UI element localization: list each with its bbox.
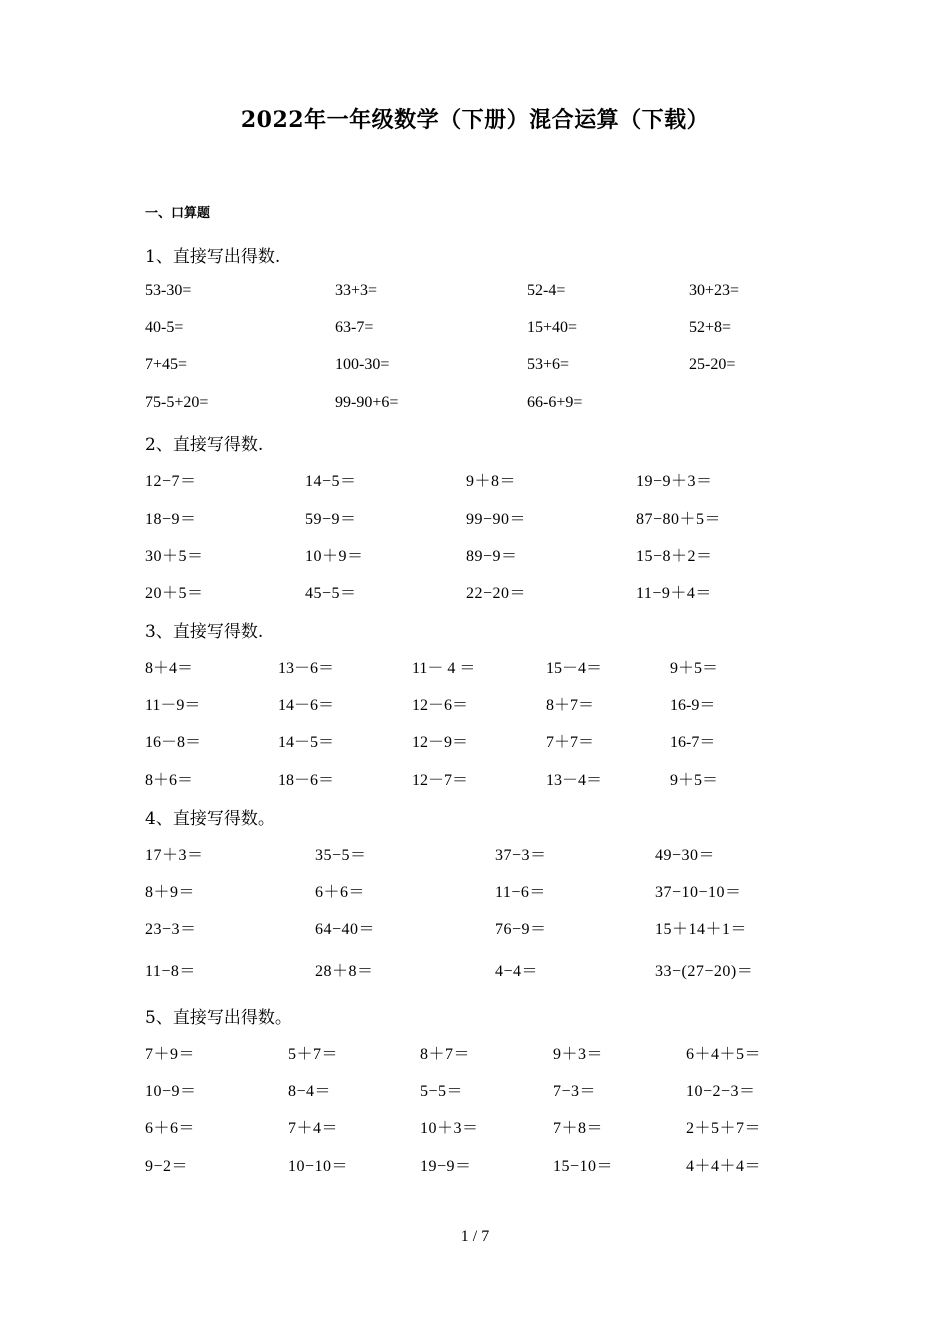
math-problem: 22−20＝ [466, 585, 527, 602]
math-problem: 30＋5＝ [145, 548, 204, 565]
math-problem: 20＋5＝ [145, 585, 204, 602]
math-problem: 12－9＝ [412, 734, 469, 751]
math-problem: 8＋7＝ [420, 1046, 471, 1063]
math-problem: 15−8＋2＝ [636, 548, 713, 565]
math-problem: 25-20= [689, 356, 736, 373]
math-problem: 15＋14＋1＝ [655, 921, 748, 938]
math-problem: 11−8＝ [145, 963, 196, 980]
math-problem: 7＋9＝ [145, 1046, 196, 1063]
math-problem: 6＋4＋5＝ [686, 1046, 762, 1063]
math-problem: 33−(27−20)＝ [655, 963, 754, 980]
math-problem: 53-30= [145, 282, 192, 299]
math-problem: 33+3= [335, 282, 378, 299]
math-problem: 15+40= [527, 319, 578, 336]
math-problem: 5−5＝ [420, 1083, 464, 1100]
page-title: 2022年一年级数学（下册）混合运算（下载） [240, 107, 710, 133]
math-problem: 10−10＝ [288, 1158, 349, 1175]
math-problem: 18−9＝ [145, 511, 197, 528]
math-problem: 16-9＝ [670, 697, 716, 714]
math-problem: 9＋8＝ [466, 473, 517, 490]
math-problem: 16-7＝ [670, 734, 716, 751]
math-problem: 28＋8＝ [315, 963, 374, 980]
math-problem: 9＋5＝ [670, 660, 719, 677]
math-problem: 8＋4＝ [145, 660, 194, 677]
math-problem: 9＋5＝ [670, 772, 719, 789]
section-heading: 一、口算题 [145, 206, 211, 221]
math-problem: 8＋9＝ [145, 884, 196, 901]
math-problem: 40-5= [145, 319, 184, 336]
math-problem: 75-5+20= [145, 394, 209, 411]
math-problem: 10＋9＝ [305, 548, 364, 565]
math-problem: 15－4＝ [546, 660, 603, 677]
math-problem: 76−9＝ [495, 921, 547, 938]
math-problem: 7−3＝ [553, 1083, 597, 1100]
math-problem: 11−6＝ [495, 884, 546, 901]
math-problem: 13－4＝ [546, 772, 603, 789]
math-problem: 11－ 4 ＝ [412, 660, 476, 677]
math-problem: 12－6＝ [412, 697, 469, 714]
math-problem: 99−90＝ [466, 511, 527, 528]
math-problem: 64−40＝ [315, 921, 376, 938]
exercise-heading: 1、直接写出得数. [145, 247, 281, 267]
math-problem: 11−9＋4＝ [636, 585, 712, 602]
math-problem: 89−9＝ [466, 548, 518, 565]
math-problem: 14－6＝ [278, 697, 335, 714]
math-problem: 14−5＝ [305, 473, 357, 490]
math-problem: 13－6＝ [278, 660, 335, 677]
math-problem: 99-90+6= [335, 394, 399, 411]
math-problem: 7+45= [145, 356, 188, 373]
math-problem: 45−5＝ [305, 585, 357, 602]
math-problem: 6＋6＝ [145, 1120, 196, 1137]
math-problem: 7＋7＝ [546, 734, 595, 751]
math-problem: 16－8＝ [145, 734, 202, 751]
math-problem: 37−3＝ [495, 847, 547, 864]
math-problem: 2＋5＋7＝ [686, 1120, 762, 1137]
exercise-heading: 4、直接写得数。 [145, 809, 275, 829]
math-problem: 4−4＝ [495, 963, 539, 980]
math-problem: 30+23= [689, 282, 740, 299]
math-problem: 17＋3＝ [145, 847, 204, 864]
math-problem: 53+6= [527, 356, 570, 373]
math-problem: 23−3＝ [145, 921, 197, 938]
math-problem: 12－7＝ [412, 772, 469, 789]
math-problem: 8＋6＝ [145, 772, 194, 789]
math-problem: 59−9＝ [305, 511, 357, 528]
math-problem: 8＋7＝ [546, 697, 595, 714]
math-problem: 66-6+9= [527, 394, 583, 411]
exercise-heading: 3、直接写得数. [145, 622, 264, 642]
math-problem: 10−2−3＝ [686, 1083, 756, 1100]
math-problem: 14－5＝ [278, 734, 335, 751]
math-problem: 12−7＝ [145, 473, 197, 490]
math-problem: 63-7= [335, 319, 374, 336]
math-problem: 52+8= [689, 319, 732, 336]
math-problem: 52-4= [527, 282, 566, 299]
math-problem: 10−9＝ [145, 1083, 197, 1100]
math-problem: 7＋4＝ [288, 1120, 339, 1137]
math-problem: 7＋8＝ [553, 1120, 604, 1137]
math-problem: 37−10−10＝ [655, 884, 742, 901]
math-problem: 19−9＝ [420, 1158, 472, 1175]
math-problem: 49−30＝ [655, 847, 716, 864]
math-problem: 5＋7＝ [288, 1046, 339, 1063]
math-problem: 87−80＋5＝ [636, 511, 722, 528]
math-problem: 11－9＝ [145, 697, 201, 714]
page-number: 1 / 7 [460, 1228, 490, 1245]
math-problem: 9−2＝ [145, 1158, 189, 1175]
exercise-heading: 5、直接写出得数。 [145, 1008, 292, 1028]
math-problem: 8−4＝ [288, 1083, 332, 1100]
math-problem: 18－6＝ [278, 772, 335, 789]
math-problem: 9＋3＝ [553, 1046, 604, 1063]
math-problem: 35−5＝ [315, 847, 367, 864]
math-problem: 6＋6＝ [315, 884, 366, 901]
math-problem: 100-30= [335, 356, 390, 373]
exercise-heading: 2、直接写得数. [145, 435, 264, 455]
math-problem: 15−10＝ [553, 1158, 614, 1175]
math-problem: 19−9＋3＝ [636, 473, 713, 490]
math-problem: 10＋3＝ [420, 1120, 479, 1137]
math-problem: 4＋4＋4＝ [686, 1158, 762, 1175]
